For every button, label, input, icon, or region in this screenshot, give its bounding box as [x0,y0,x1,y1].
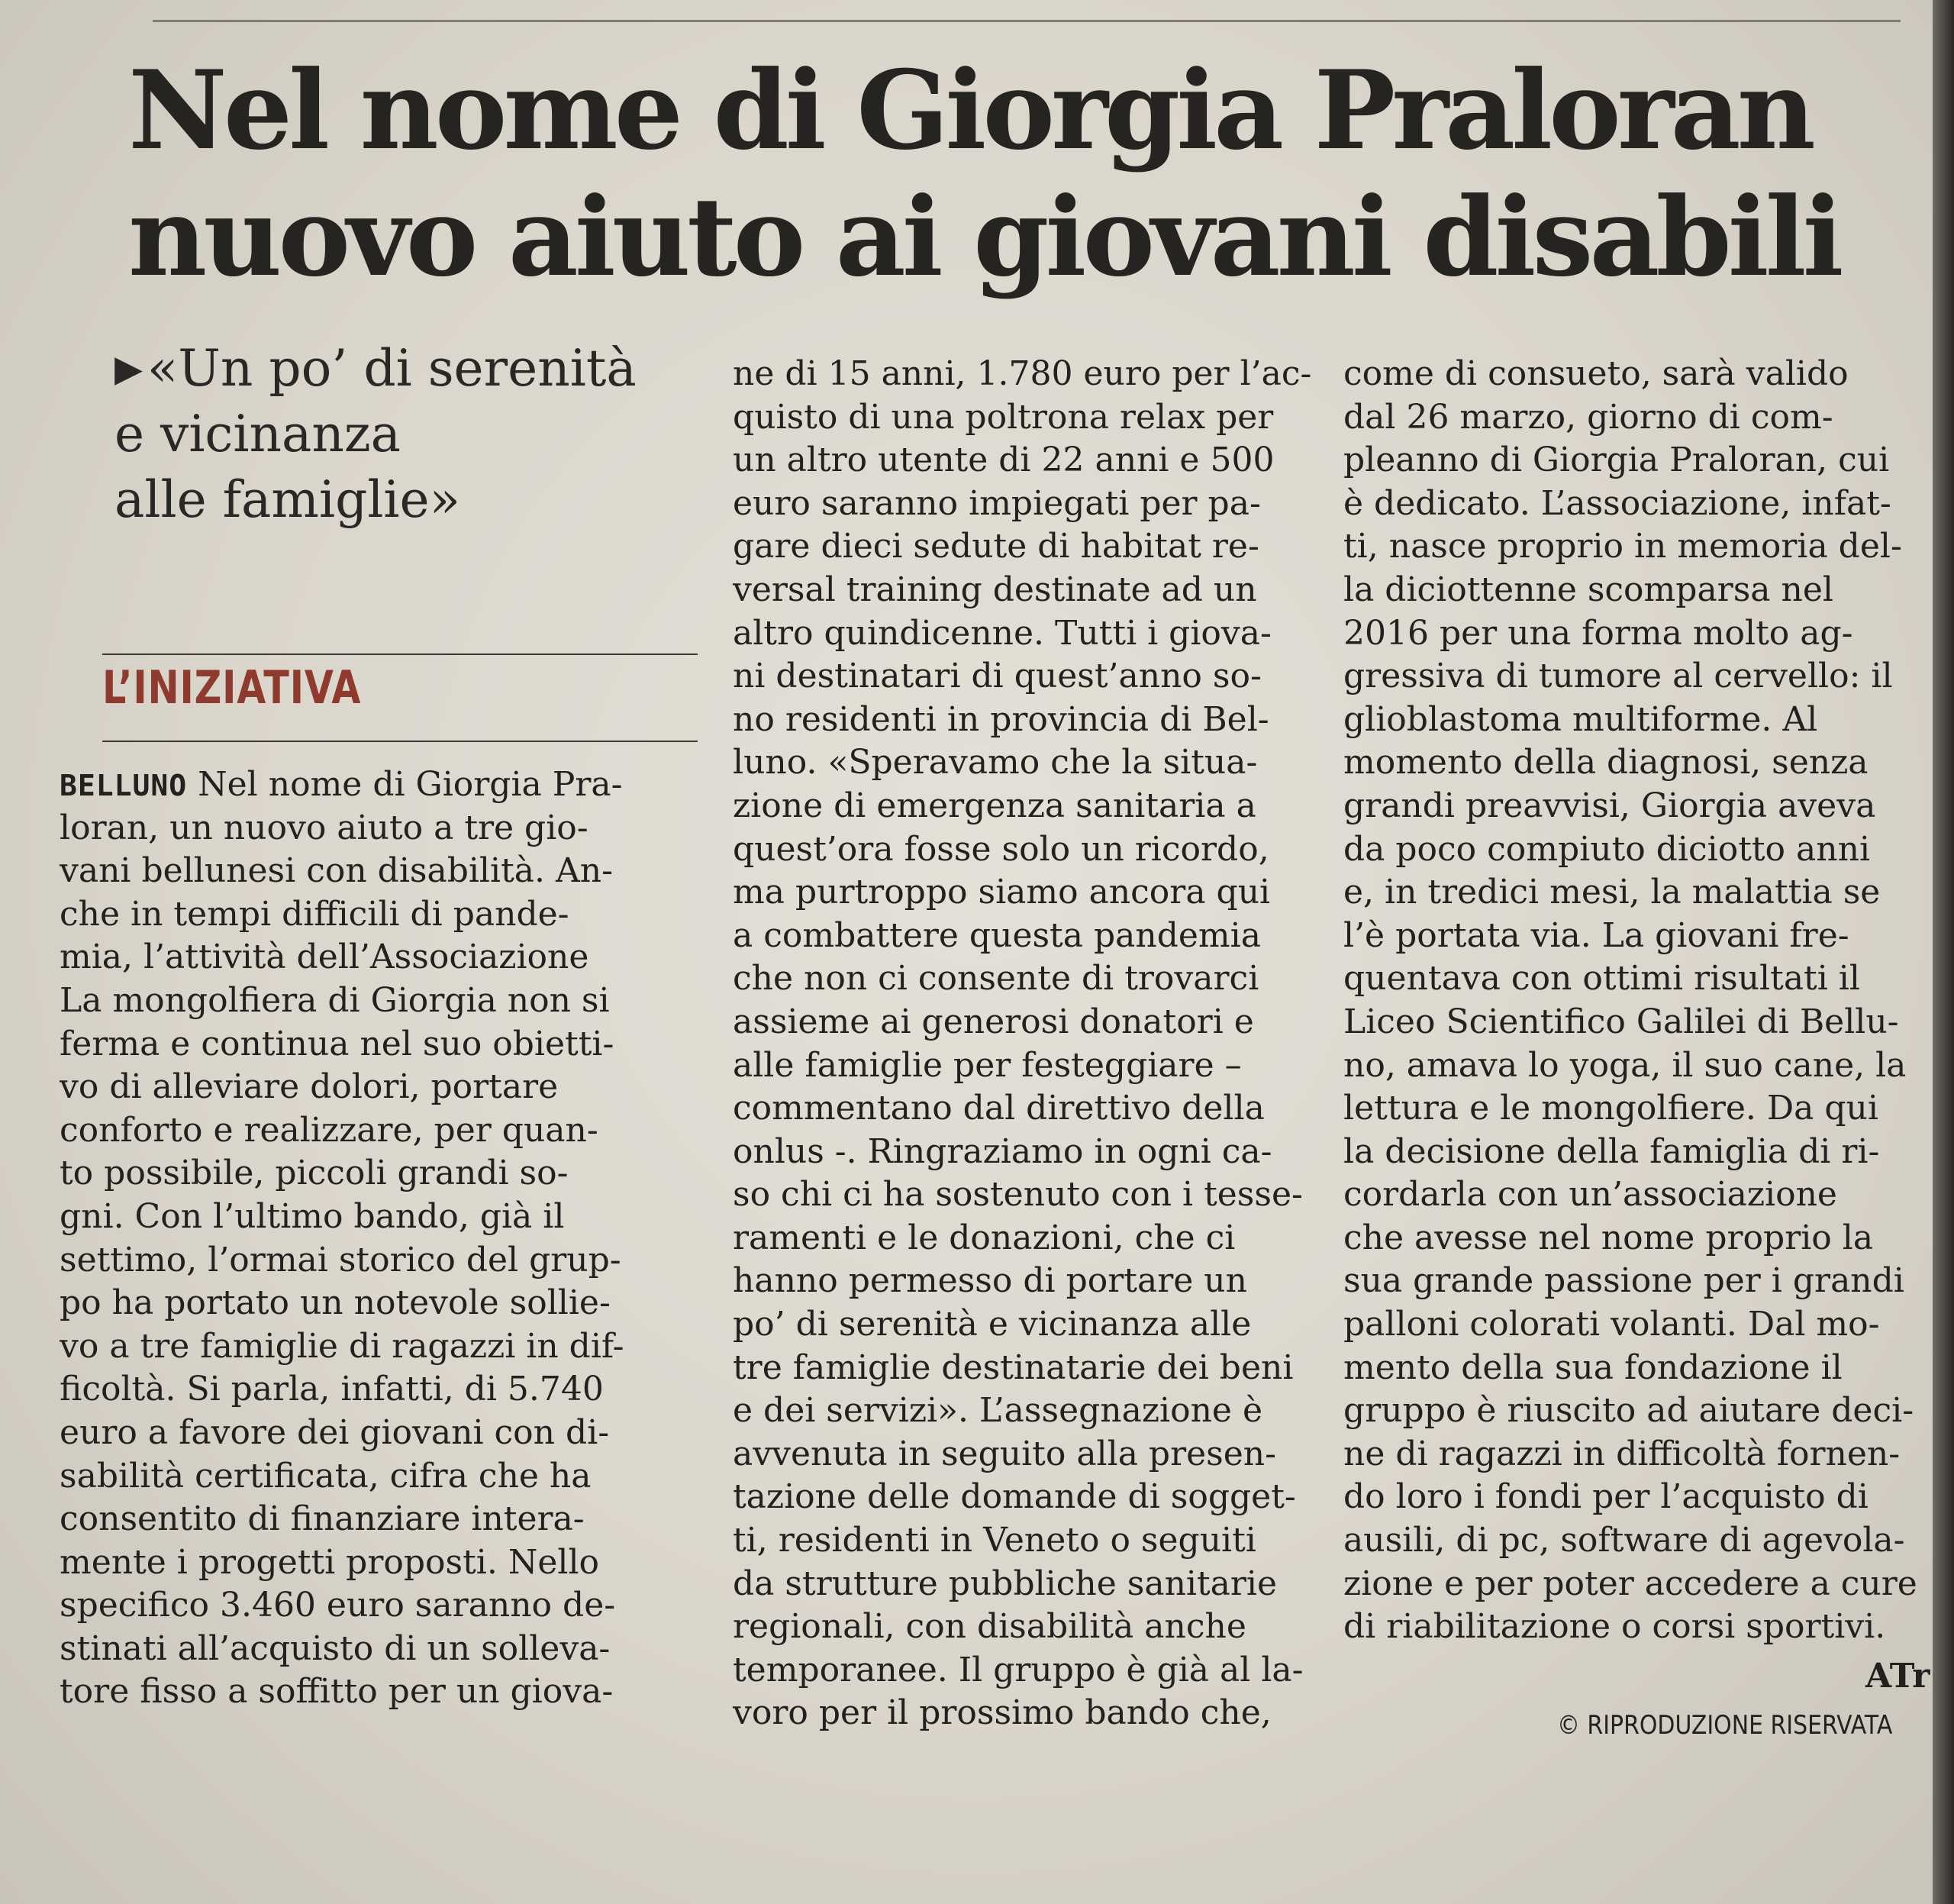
article-line: gressiva di tumore al cervello: il [1343,657,1893,696]
article-line: no residenti in provincia di Bel- [733,699,1269,739]
article-line: regionali, con disabilità anche [733,1607,1246,1647]
article-line: pleanno di Giorgia Praloran, cui [1343,441,1890,480]
article-line: onlus -. Ringraziamo in ogni ca- [733,1131,1272,1171]
article-line: quisto di una poltrona relax per [733,397,1274,437]
article-line: alle famiglie per festeggiare – [733,1045,1242,1085]
article-line: consentito di finanziare intera- [60,1499,585,1539]
article-line: quentava con ottimi risultati il [1343,959,1860,999]
article-line: Liceo Scientifico Galilei di Bellu- [1343,1002,1899,1041]
article-line: di riabilitazione o corsi sportivi. [1343,1607,1886,1647]
article-line: euro saranno impiegati per pa- [733,483,1261,523]
article-line: sabilità certificata, cifra che ha [60,1456,592,1496]
article-line-text: Nel nome di Giorgia Pra- [187,765,623,804]
article-line: che avesse nel nome proprio la [1343,1218,1874,1257]
article-line: avvenuta in seguito alla presen- [733,1434,1276,1473]
article-line: da strutture pubbliche sanitarie [733,1564,1278,1603]
article-line: ramenti e le donazioni, che ci [733,1218,1236,1257]
article-line: hanno permesso di portare un [733,1261,1247,1301]
article-line: La mongolfiera di Giorgia non si [60,980,610,1020]
article-line: conforto e realizzare, per quan- [60,1110,598,1150]
article-line: no, amava lo yoga, il suo cane, la [1343,1045,1907,1085]
article-line: vani bellunesi con disabilità. An- [60,851,613,891]
article-line: zione e per poter accedere a cure [1343,1564,1917,1603]
article-line: settimo, l’ormai storico del grup- [60,1240,621,1280]
article-line: euro a favore dei giovani con di- [60,1412,610,1452]
article-line: da poco compiuto diciotto anni [1343,829,1871,869]
headline-line-1: Nel nome di Giorgia Praloran [128,47,1812,174]
kicker-line-3: alle famiglie» [114,470,460,529]
article-line: è dedicato. L’associazione, infat- [1343,483,1891,523]
kicker-line-1-text: «Un po’ di serenità [147,339,637,398]
article-line: tre famiglie destinatarie dei beni [733,1347,1294,1387]
headline-line-2: nuovo aiuto ai giovani disabili [128,174,1840,301]
article-line: specifico 3.460 euro saranno de- [60,1586,616,1625]
article-line: momento della diagnosi, senza [1343,743,1869,783]
article-line: voro per il prossimo bando che, [733,1693,1272,1733]
article-line: come di consueto, sarà valido [1343,354,1849,393]
article-line: ni destinatari di quest’anno so- [733,657,1262,696]
kicker-quote [114,336,702,533]
kicker-line-2: e vicinanza [114,405,401,463]
article-line: ne di 15 anni, 1.780 euro per l’ac- [733,354,1312,393]
article-line: la decisione della famiglia di ri- [1343,1131,1880,1171]
article-line: mia, l’attività dell’Associazione [60,937,589,977]
article-line: un altro utente di 22 anni e 500 [733,441,1275,480]
triangle-marker-icon: ▶ [114,347,143,390]
copyright-notice: © RIPRODUZIONE RISERVATA [1557,1710,1893,1741]
article-line: ferma e continua nel suo obietti- [60,1024,614,1063]
article-line: ausili, di pc, software di agevola- [1343,1521,1905,1560]
article-line: palloni colorati volanti. Dal mo- [1343,1305,1880,1344]
article-line: che in tempi difficili di pande- [60,894,569,934]
section-rule-top [102,653,698,655]
article-line: temporanee. Il gruppo è già al la- [733,1650,1304,1689]
article-line: versal training destinate ad un [733,570,1257,609]
article-column-2 [733,353,1328,1735]
article-line: cordarla con un’associazione [1343,1175,1837,1215]
article-line: l’è portata via. La giovani fre- [1343,915,1849,955]
article-line: grandi preavvisi, Giorgia aveva [1343,786,1876,825]
article-line: glioblastoma multiforme. Al [1343,699,1818,739]
article-line: ti, nasce proprio in memoria del- [1343,527,1902,566]
article-line: tore fisso a soffitto per un giova- [60,1672,614,1712]
article-line: commentano dal direttivo della [733,1089,1265,1128]
article-line: sua grande passione per i grandi [1343,1261,1904,1301]
article-line: tazione delle domande di sogget- [733,1477,1296,1517]
author-byline: ATr [1865,1657,1930,1696]
article-line: to possibile, piccoli grandi so- [60,1154,569,1193]
article-line: 2016 per una forma molto ag- [1343,613,1853,653]
article-line: a combattere questa pandemia [733,915,1261,955]
article-line: gruppo è riuscito ad aiutare deci- [1343,1391,1914,1431]
article-line: gni. Con l’ultimo bando, già il [60,1196,565,1236]
article-line: mente i progetti proposti. Nello [60,1542,600,1582]
top-rule [153,20,1901,22]
article-line: vo di alleviare dolori, portare [60,1067,559,1107]
article-line: dal 26 marzo, giorno di com- [1343,397,1833,437]
article-line: e dei servizi». L’assegnazione è [733,1391,1262,1431]
article-line: e, in tredici mesi, la malattia se [1343,873,1881,912]
article-line: ti, residenti in Veneto o seguiti [733,1521,1256,1560]
article-line: la diciottenne scomparsa nel [1343,570,1833,609]
article-line: do loro i fondi per l’acquisto di [1343,1477,1869,1517]
article-line [60,763,655,807]
section-label: L’INIZIATIVA [102,661,362,715]
headline [128,47,1840,301]
article-line: altro quindicenne. Tutti i giova- [733,613,1272,653]
article-column-1 [60,763,655,1714]
article-line: ma purtroppo siamo ancora qui [733,873,1271,912]
article-line: gare dieci sedute di habitat re- [733,527,1259,566]
article-column-3 [1343,353,1939,1649]
article-line: che non ci consente di trovarci [733,959,1259,999]
article-line: quest’ora fosse solo un ricordo, [733,829,1269,869]
article-line: loran, un nuovo aiuto a tre gio- [60,808,588,847]
article-line: mento della sua fondazione il [1343,1347,1843,1387]
article-line: lettura e le mongolfiere. Da qui [1343,1089,1878,1128]
article-line: vo a tre famiglie di ragazzi in dif- [60,1326,624,1366]
article-line: stinati all’acquisto di un solleva- [60,1628,611,1668]
dateline: BELLUNO [60,769,188,802]
article-line: po’ di serenità e vicinanza alle [733,1305,1252,1344]
article-line: zione di emergenza sanitaria a [733,786,1256,825]
article-line: po ha portato un notevole sollie- [60,1283,611,1323]
kicker-line-1 [114,336,702,402]
article-line: assieme ai generosi donatori e [733,1002,1254,1041]
article-line: luno. «Speravamo che la situa- [733,743,1258,783]
article-line: ficoltà. Si parla, infatti, di 5.740 [60,1370,604,1409]
article-line: ne di ragazzi in difficoltà fornen- [1343,1434,1901,1473]
section-rule-bottom [102,741,698,742]
article-line: so chi ci ha sostenuto con i tesse- [733,1175,1303,1215]
